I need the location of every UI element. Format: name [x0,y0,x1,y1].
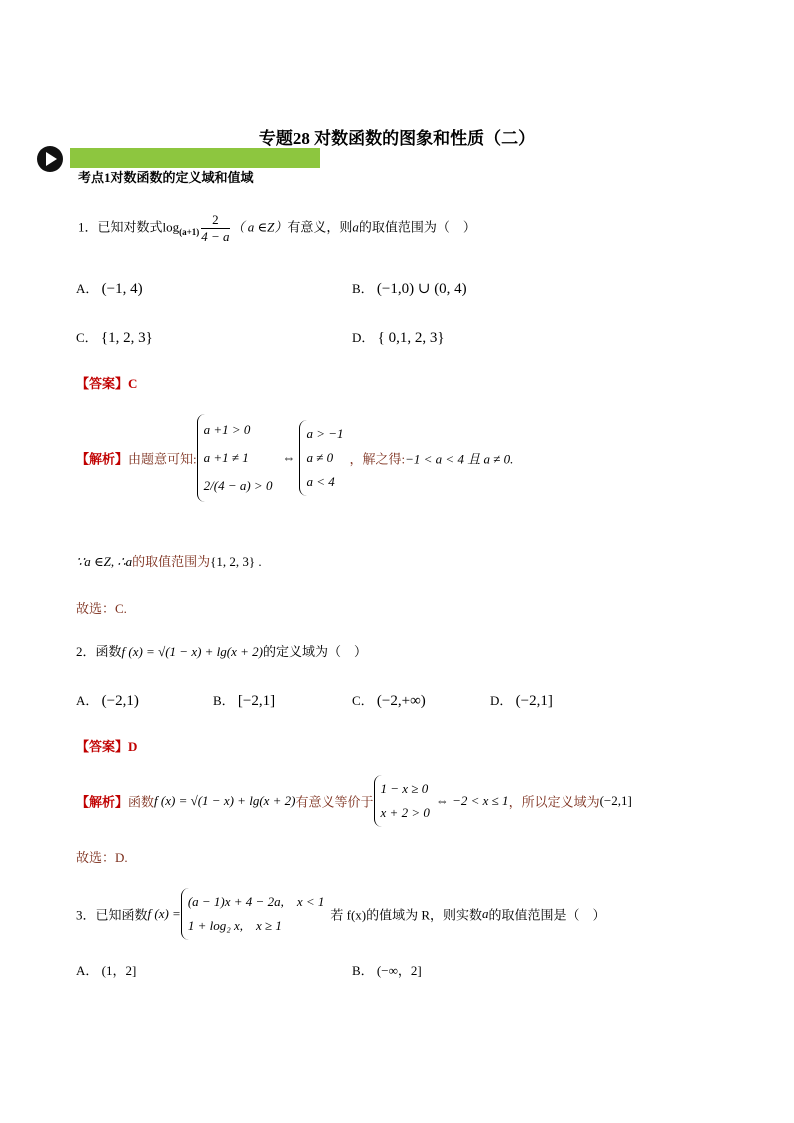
q1-because: ∵a ∈Z, ∴a [76,554,133,569]
q1-sys2-line2: a ≠ 0 [306,450,334,465]
q2-formula: f (x) = √(1 − x) + lg(x + 2) [121,644,263,659]
q2-option-d-label: D． [490,693,513,708]
q3-piecewise [181,888,331,940]
q1-equiv: ⇔ [282,450,296,465]
q3-option-b-value: (−∞，2] [376,963,422,978]
q1-option-c-label: C． [76,330,98,345]
q1-option-a-label: A． [76,281,99,296]
q1-analysis-mid: ，解之得: [349,451,406,467]
q1-log: log [162,219,180,235]
q1-sys2-line3: a < 4 [306,474,335,489]
q1-answer-value: C [128,376,138,391]
q1-system-2 [299,420,349,496]
play-icon [37,146,63,172]
q1-option-c-value: {1, 2, 3} [100,330,153,346]
q1-option-b[interactable] [352,278,467,298]
q1-system-1 [197,414,279,502]
q3-text-a: 3．已知函数 [76,907,148,923]
q2-sys-line1: 1 − x ≥ 0 [380,781,429,796]
q2-answer [76,736,137,755]
q1-prefix: 1．已知对数式 [78,219,163,235]
q1-option-b-label: B． [352,281,374,296]
q2-option-a-value: (−2,1) [101,693,139,709]
q2-choose: 故选：D. [76,850,128,865]
q3-option-b-label: B． [352,963,374,978]
q1-analysis [76,414,513,502]
q2-answer-tag: 【答案】 [76,739,129,754]
q2-option-c-value: (−2,+∞) [376,693,426,709]
q1-option-b-value: (−1,0) ∪ (0, 4) [376,281,467,297]
q1-var: a [352,219,359,235]
q1-sys1-line3: 2/(4 − a) > 0 [203,478,273,493]
q2-option-c[interactable] [352,690,426,710]
q2-analysis-c: ⇔ −2 < x ≤ 1 [435,793,509,808]
question-1 [78,212,476,245]
q2-analysis [76,775,632,827]
q1-option-a-value: (−1, 4) [101,281,143,297]
q2-option-b-label: B． [213,693,235,708]
q1-fraction [201,212,229,245]
q3-formula: f (x) = [147,906,181,921]
q1-choose: 故选：C. [76,601,127,616]
q2-sys-line2: x + 2 > 0 [380,805,430,820]
q2-option-b-value: [−2,1] [237,693,276,709]
q1-option-a[interactable] [76,278,143,298]
q1-suffix2: 的取值范围为（ ） [358,219,476,235]
q2-option-c-label: C． [352,693,374,708]
q1-suffix: 有意义，则 [287,219,353,235]
q1-frac-den: 4 − a [201,229,230,244]
q2-option-a[interactable] [76,690,139,710]
q1-range-line [76,551,262,570]
question-2 [76,641,367,660]
q2-analysis-d: ，所以定义域为 [508,794,600,810]
q1-answer [76,373,137,392]
q2-option-d[interactable] [490,690,553,710]
q2-analysis-tag: 【解析】 [76,794,129,810]
page-title: 专题28 对数函数的图象和性质（二） [258,129,536,148]
q3-var: a [482,906,489,921]
q1-log-base: (a+1) [179,227,200,238]
q3-option-a-value: (1，2] [101,963,137,978]
q1-sys1-line2: a +1 ≠ 1 [203,450,249,465]
q2-text-a: 2．函数 [76,644,122,659]
q1-analysis-result: −1 < a < 4 且 a ≠ 0. [405,451,514,467]
q2-analysis-e: (−2,1] [599,793,632,808]
q1-condition: （ a ∈Z） [231,219,288,235]
q3-option-b[interactable] [352,960,422,979]
q1-frac-num: 2 [201,212,229,229]
q1-answer-tag: 【答案】 [76,376,129,391]
q3-piece-2: 1 + log₂ x, x ≥ 1 [187,918,282,933]
q1-range-set: {1, 2, 3} . [210,554,262,569]
q1-sys1-line1: a +1 > 0 [203,422,251,437]
q2-option-a-label: A． [76,693,99,708]
q1-analysis-tag: 【解析】 [76,451,129,467]
q2-text-b: 的定义域为（ ） [263,644,368,659]
q2-analysis-formula: f (x) = √(1 − x) + lg(x + 2) [154,793,296,808]
q3-option-a-label: A． [76,963,99,978]
q2-analysis-a: 函数 [128,794,155,810]
section-heading: 考点1对数函数的定义域和值域 [78,170,254,185]
q1-option-d-value: { 0,1, 2, 3} [377,330,445,346]
q1-analysis-lead: 由题意可知: [128,451,197,467]
q3-text-c: 的取值范围是（ ） [488,907,606,923]
q1-range-text: 的取值范围为 [132,554,211,569]
question-3 [76,888,606,940]
q1-option-c[interactable] [76,327,153,347]
q2-analysis-b: 有意义等价于 [295,794,374,810]
q2-answer-value: D [128,739,138,754]
section-highlight-bar [70,148,320,168]
q1-option-d[interactable] [352,327,445,347]
q1-sys2-line1: a > −1 [306,426,344,441]
q1-option-d-label: D． [352,330,375,345]
q3-piece-1: (a − 1)x + 4 − 2a, x < 1 [187,894,325,909]
q2-option-b[interactable] [213,690,275,710]
q3-option-a[interactable] [76,960,136,979]
q3-text-b: 若 f(x)的值域为 R，则实数 [330,907,483,923]
q2-option-d-value: (−2,1] [515,693,553,709]
q2-system [374,775,436,827]
